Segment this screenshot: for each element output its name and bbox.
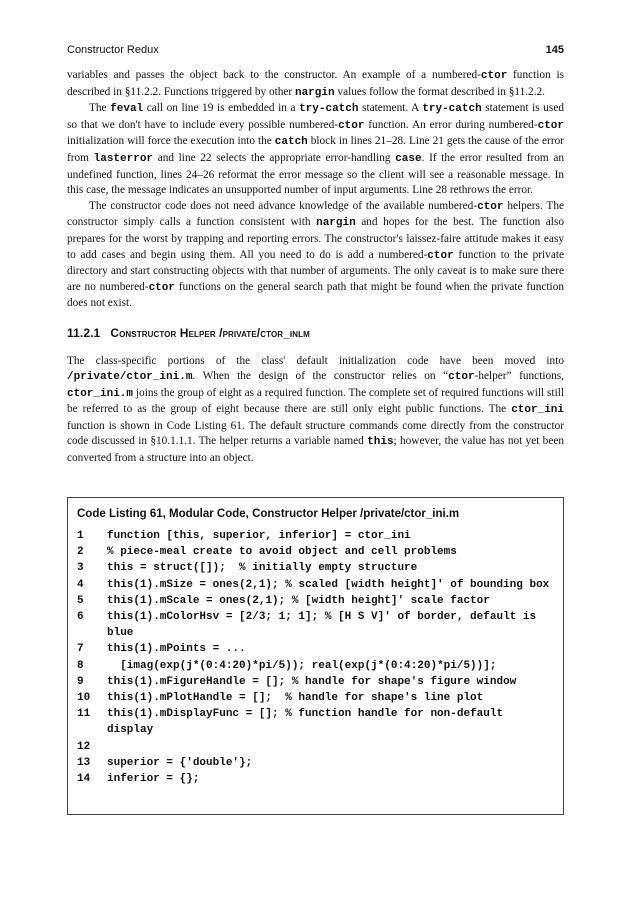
line-code: this(1).mPoints = ... [107,643,246,656]
line-code: % piece-meal create to avoid object and cell problems [107,546,457,559]
code-line [77,706,555,738]
line-number: 2 [77,546,84,559]
line-code: superior = {'double'}; [107,756,253,769]
line-code: this(1).mSize = ones(2,1); % scaled [width height]' of bounding box [107,578,550,591]
code-line [77,593,555,609]
code-lines [77,528,555,787]
page-number: 145 [545,44,564,56]
line-number: 11 [77,708,91,721]
page-body [67,68,564,467]
line-number: 8 [77,659,84,672]
line-code: this(1).mPlotHandle = []; % handle for shape's line plot [107,692,484,705]
paragraph-1: variables and passes the object back to the constructor. An example of a numbered-ctor function is described in §11.2.2. Functions triggered by other nargin values follow the format described in §11.2.2. [67,69,564,99]
running-title: Constructor Redux [67,44,159,56]
code-line [77,560,555,576]
line-number: 13 [77,756,91,769]
code-line [77,690,555,706]
section-number: 11.2.1 [67,325,101,340]
line-code: inferior = {}; [107,773,200,786]
line-number: 14 [77,773,91,786]
section-heading [67,326,564,342]
line-number: 7 [77,643,84,656]
line-code: [imag(exp(j*(0:4:20)*pi/5)); real(exp(j*(0:4:20)*pi/5))]; [107,659,497,672]
line-code [107,739,555,755]
line-number: 12 [77,740,91,753]
line-number: 9 [77,675,84,688]
code-line [77,577,555,593]
code-line [77,755,555,771]
code-line [77,609,555,641]
section-title: Constructor Helper /private/ctor_inlm [110,325,310,340]
code-line [77,641,555,657]
code-line [77,771,555,787]
line-number: 10 [77,692,91,705]
code-listing-title: Code Listing 61, Modular Code, Constructor Helper /private/ctor_ini.m [77,508,460,520]
line-code: this(1).mColorHsv = [2/3; 1; 1]; % [H S V]' of border, default is blue [107,611,543,640]
code-line [77,544,555,560]
line-number: 5 [77,594,84,607]
line-code: this(1).mScale = ones(2,1); % [width height]' scale factor [107,594,490,607]
line-code: this(1).mDisplayFunc = []; % function handle for non-default display [107,708,510,737]
code-line [77,739,555,755]
code-listing-box [67,497,564,815]
line-code: this(1).mFigureHandle = []; % handle for shape's figure window [107,675,517,688]
paragraph-3: The constructor code does not need advance knowledge of the available numbered-ctor helpers. The constructor simply calls a function consistent with nargin and hopes for the best. The function also prepares for the worst by trapping and reporting errors. The constructor's laissez-faire attitude makes it easy to add cases and begin using them. All you need to do is add a numbered-ctor function to the private directory and start constructing objects with that number of arguments. The only caveat is to make sure there are no numbered-ctor functions on the general search path that might be found when the private function does not exist. [67,199,564,310]
line-number: 4 [77,578,84,591]
paragraph-2: The feval call on line 19 is embedded in a try-catch statement. A try-catch statement is used so that we don't have to include every possible numbered-ctor function. An error during numbered-ctor initialization will force the execution into the catch block in lines 21–28. Line 21 gets the cause of the error from lasterror and line 22 selects the appropriate error-handling case. If the error resulted from an undefined function, lines 24–26 reformat the error message so the client will see a reasonable message. In this case, the message indicates an unsupported number of input arguments. Line 28 rethrows the error. [67,102,564,197]
code-line [77,528,555,544]
line-code: this = struct([]); % initially empty structure [107,562,418,575]
code-line [77,658,555,674]
line-number: 1 [77,530,84,542]
code-line [77,674,555,690]
line-number: 3 [77,562,84,575]
line-number: 6 [77,611,84,624]
running-header [67,44,564,60]
paragraph-4: The class-specific portions of the class' default initialization code have been moved into /private/ctor_ini.m. When the design of the constructor relies on “ctor-helper” functions, ctor_ini.m joins the group of eight as a required function. The complete set of required functions will still be referred to as the group of eight because there are still only eight public functions. The ctor_ini function is shown in Code Listing 61. The default structure commands come directly from the constructor code discussed in §10.1.1.1. The helper returns a variable named this; however, the value has not yet been converted from a structure into an object. [67,354,564,465]
line-code: function [this, superior, inferior] = ctor_ini [107,530,411,542]
